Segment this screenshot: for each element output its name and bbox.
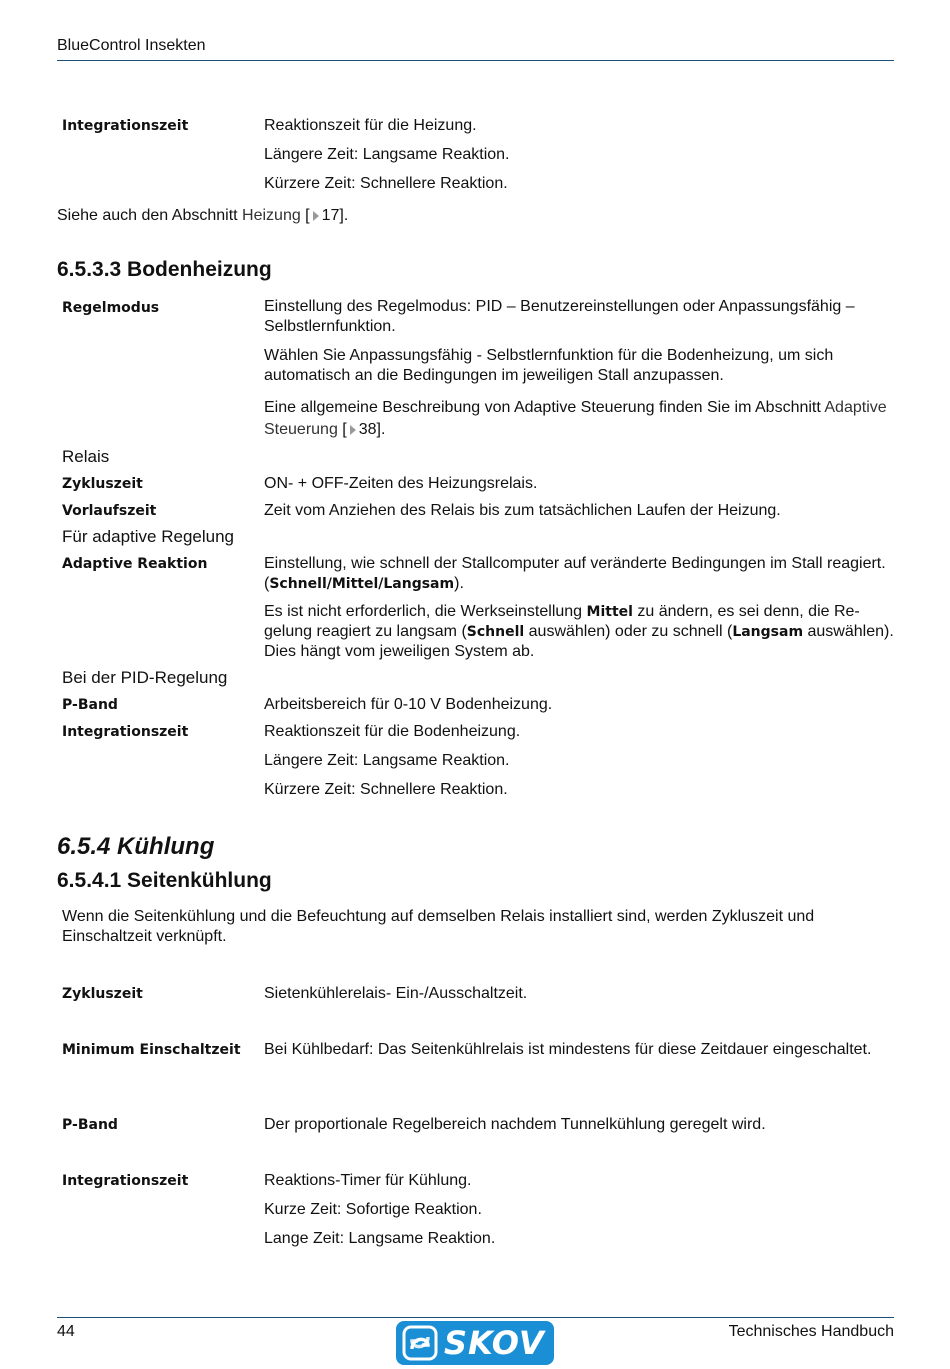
seitenkuehlung-intro: Wenn die Seitenkühlung und die Befeuchtung auf demselben Relais installiert sind, werden Zykluszeit und Einschaltzeit verknüpft. <box>62 908 815 945</box>
see-also-page: 17]. <box>321 207 349 224</box>
desc-integrationszeit-kuehlung-3: Lange Zeit: Langsame Reaktion. <box>264 1230 496 1247</box>
adaptive-p2-text-c: zu ändern, es sei denn, die Regelung reagiert zu langsam ( <box>264 603 860 640</box>
term-regelmodus: Regelmodus <box>62 300 160 316</box>
term-integrationszeit: Integrationszeit <box>62 118 189 134</box>
adaptive-p2-text-a: Es ist nicht erforderlich, die Werkseinstellung <box>264 603 587 620</box>
term-vorlaufszeit: Vorlaufszeit <box>62 503 157 519</box>
desc-integrationszeit-1: Reaktionszeit für die Heizung. <box>264 117 477 134</box>
adaptive-p2-text-g: auswählen). Dies hängt vom jeweiligen System ab. <box>264 623 894 660</box>
group-heading-relais: Relais <box>62 447 110 466</box>
term-zykluszeit-kuehlung: Zykluszeit <box>62 986 143 1002</box>
header-title: BlueControl Insekten <box>57 37 206 54</box>
option-mittel: Mittel <box>586 604 633 620</box>
term-integrationszeit-kuehlung: Integrationszeit <box>62 1173 189 1189</box>
desc-pband: Arbeitsbereich für 0-10 V Bodenheizung. <box>264 696 553 713</box>
desc-regelmodus-2: Wählen Sie Anpassungsfähig - Selbstlernfunktion für die Bodenheizung, um sich automatisch an die Bedingungen im jeweiligen Stall anzupassen. <box>264 347 834 384</box>
section-heading-bodenheizung: 6.5.3.3 Bodenheizung <box>57 258 272 281</box>
desc-integrationszeit-2: Längere Zeit: Langsame Reaktion. <box>264 146 510 163</box>
desc-integrationszeit-boden-2: Längere Zeit: Langsame Reaktion. <box>264 752 510 769</box>
header-divider <box>57 60 894 61</box>
desc-integrationszeit-3: Kürzere Zeit: Schnellere Reaktion. <box>264 175 508 192</box>
skov-logo-mark-icon <box>402 1325 438 1361</box>
footer-divider <box>57 1317 894 1318</box>
group-heading-pid: Bei der PID-Regelung <box>62 668 228 687</box>
desc-zykluszeit: ON- + OFF-Zeiten des Heizungsrelais. <box>264 475 538 492</box>
desc-pband-kuehlung: Der proportionale Regelbereich nachdem Tunnelkühlung geregelt wird. <box>264 1116 766 1133</box>
term-pband: P-Band <box>62 697 118 713</box>
term-zykluszeit: Zykluszeit <box>62 476 143 492</box>
footer-document-title: Technisches Handbuch <box>728 1323 894 1340</box>
skov-logo <box>396 1321 554 1365</box>
page-ref-arrow-icon <box>350 425 356 435</box>
term-min-einschaltzeit: Minimum Einschaltzeit <box>62 1042 241 1058</box>
page-number: 44 <box>57 1323 75 1340</box>
adaptive-p1-end: ). <box>454 575 464 592</box>
see-also-prefix: Siehe auch den Abschnitt <box>57 207 243 224</box>
adaptive-steuerung-page: 38]. <box>358 421 386 438</box>
page-ref-arrow-icon <box>313 211 319 221</box>
regelmodus-ref-text: Eine allgemeine Beschreibung von Adaptive Steuerung finden Sie im Abschnitt <box>264 399 825 416</box>
desc-regelmodus-3: Eine allgemeine Beschreibung von Adaptive Steuerung finden Sie im Abschnitt Adaptive Steuerung [ 38]. <box>264 399 887 438</box>
desc-regelmodus-1: Einstellung des Regelmodus: PID – Benutzereinstellungen oder Anpassungsfähig – Selbstlernfunktion. <box>264 298 855 335</box>
term-pband-kuehlung: P-Band <box>62 1117 118 1133</box>
see-also-paragraph: Siehe auch den Abschnitt Heizung [ 17]. <box>57 207 349 224</box>
see-also-link[interactable]: Heizung <box>242 207 301 224</box>
desc-integrationszeit-kuehlung-2: Kurze Zeit: Sofortige Reaktion. <box>264 1201 482 1218</box>
desc-zykluszeit-kuehlung: Sietenkühlerelais- Ein-/Ausschaltzeit. <box>264 985 528 1002</box>
section-heading-kuehlung: 6.5.4 Kühlung <box>57 833 215 860</box>
skov-logo-text: SKOV <box>444 1324 545 1362</box>
adaptive-steuerung-link[interactable]: Adaptive Steuerung <box>264 399 887 438</box>
option-langsam: Langsam <box>732 624 804 640</box>
desc-integrationszeit-kuehlung-1: Reaktions-Timer für Kühlung. <box>264 1172 472 1189</box>
adaptive-options: Schnell/Mittel/Langsam <box>269 576 455 592</box>
option-schnell: Schnell <box>466 624 525 640</box>
adaptive-p2-text-e: auswählen) oder zu schnell ( <box>524 623 733 640</box>
desc-integrationszeit-boden-3: Kürzere Zeit: Schnellere Reaktion. <box>264 781 508 798</box>
desc-adaptive-reaktion-1 <box>264 554 894 594</box>
group-heading-adaptive: Für adaptive Regelung <box>62 527 235 546</box>
adaptive-p1-text: Einstellung, wie schnell der Stallcomputer auf veränderte Bedingungen im Stall reagiert. ( <box>264 555 886 592</box>
desc-adaptive-reaktion-2 <box>264 602 894 662</box>
term-integrationszeit-boden: Integrationszeit <box>62 724 189 740</box>
term-adaptive-reaktion: Adaptive Reaktion <box>62 556 208 572</box>
section-heading-seitenkuehlung: 6.5.4.1 Seitenkühlung <box>57 869 272 892</box>
desc-min-einschaltzeit: Bei Kühlbedarf: Das Seitenkühlrelais ist mindestens für diese Zeitdauer eingeschaltet. <box>264 1041 872 1058</box>
desc-integrationszeit-boden-1: Reaktionszeit für die Bodenheizung. <box>264 723 521 740</box>
desc-vorlaufszeit: Zeit vom Anziehen des Relais bis zum tatsächlichen Laufen der Heizung. <box>264 502 781 519</box>
